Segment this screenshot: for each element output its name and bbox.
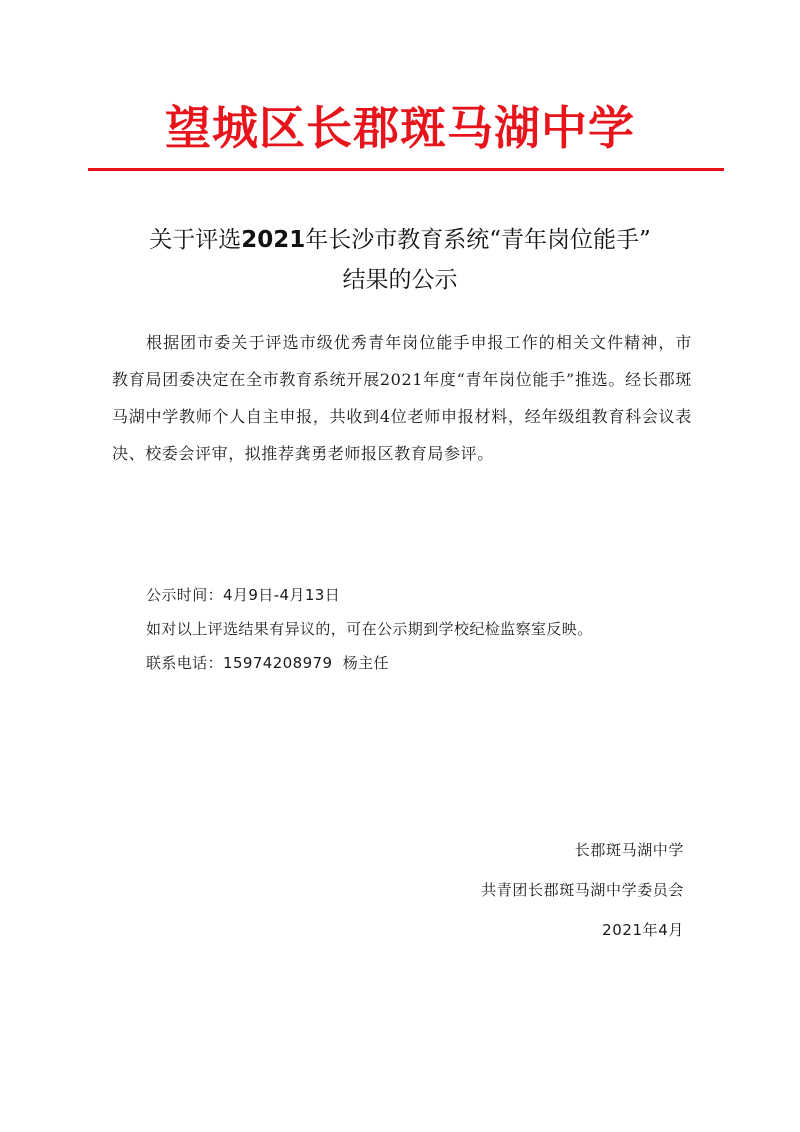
notice-title — [100, 220, 700, 300]
title-part1: 关于评选 — [149, 227, 242, 253]
notice-body: 根据团市委关于评选市级优秀青年岗位能手申报工作的相关文件精神，市教育局团委决定在全市教育系统开展2021年度“青年岗位能手”推选。经长郡斑马湖中学教师个人自主申报，共收到4位老师申报材料，经年级组教育科会议表决、校委会评审，拟推荐龚勇老师报区教育局参评。 — [112, 333, 692, 463]
contact-label: 联系电话： — [146, 654, 224, 672]
signature-committee: 共青团长郡斑马湖中学委员会 — [481, 881, 684, 899]
contact-line — [146, 646, 706, 680]
contact-phone: 15974208979 — [223, 654, 333, 672]
publicity-period — [146, 578, 706, 612]
period-label: 公示时间： — [146, 586, 224, 604]
title-year: 2021 — [241, 227, 306, 253]
notice-info — [146, 578, 706, 680]
school-masthead: 望城区长郡斑马湖中学 — [165, 101, 635, 155]
signature-date: 2021年4月 — [602, 921, 684, 939]
contact-person: 杨主任 — [342, 654, 389, 672]
masthead-red-rule — [88, 168, 724, 171]
notice-title-line2: 结果的公示 — [342, 267, 458, 293]
title-part2: 年长沙市教育系统“青年岗位能手” — [305, 227, 651, 253]
signature-school: 长郡斑马湖中学 — [574, 841, 684, 859]
notice-title-line1 — [100, 220, 700, 260]
objection-note: 如对以上评选结果有异议的，可在公示期到学校纪检监察室反映。 — [146, 620, 593, 638]
signature-block — [481, 830, 684, 950]
period-value: 4月9日-4月13日 — [223, 586, 341, 604]
